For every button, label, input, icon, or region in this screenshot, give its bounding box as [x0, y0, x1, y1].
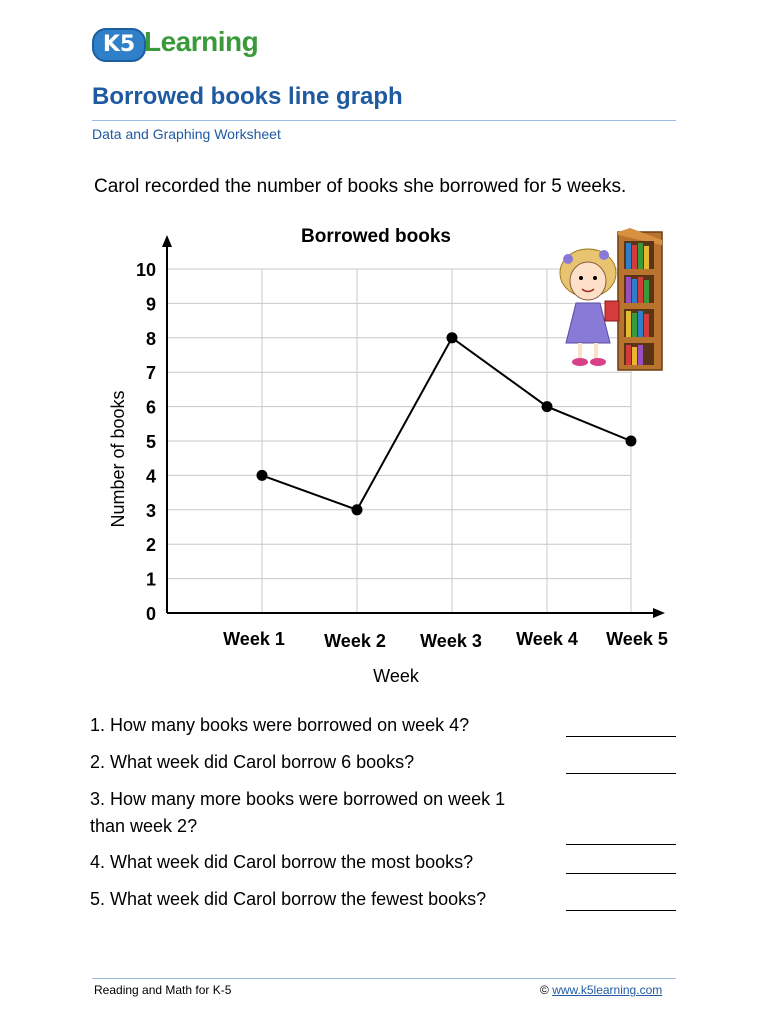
y-tick-label: 9 — [145, 294, 156, 315]
data-point — [257, 470, 268, 481]
question-4: 4. What week did Carol borrow the most books? — [90, 852, 474, 872]
answer-blank-2[interactable] — [566, 773, 676, 774]
logo-k5-badge: K5 — [92, 28, 146, 62]
x-tick-label: Week 4 — [516, 629, 578, 649]
y-tick-label: 8 — [145, 328, 156, 349]
intro-text: Carol recorded the number of books she borrowed for 5 weeks. — [94, 176, 627, 197]
y-tick-label: 4 — [145, 466, 156, 487]
x-tick-label: Week 2 — [324, 631, 386, 651]
x-tick-label: Week 1 — [223, 629, 285, 649]
y-tick-label: 0 — [145, 604, 156, 624]
header-divider — [92, 120, 676, 121]
x-tick-label: Week 3 — [420, 631, 482, 651]
answer-blank-4[interactable] — [566, 873, 676, 874]
answer-blank-5[interactable] — [566, 910, 676, 911]
question-3-continued: than week 2? — [90, 816, 198, 836]
page-title: Borrowed books line graph — [92, 83, 403, 110]
page-subtitle: Data and Graphing Worksheet — [92, 126, 281, 142]
y-tick-label: 10 — [135, 260, 156, 280]
line-chart — [0, 215, 768, 695]
footer-tagline: Reading and Math for K-5 — [94, 983, 232, 997]
copyright-symbol: © — [540, 983, 549, 997]
x-tick-label: Week 5 — [606, 629, 668, 649]
question-1: 1. How many books were borrowed on week 4? — [90, 715, 470, 735]
data-point — [542, 401, 553, 412]
x-axis-arrow-icon — [653, 608, 665, 618]
question-2: 2. What week did Carol borrow 6 books? — [90, 752, 415, 772]
answer-blank-3[interactable] — [566, 844, 676, 845]
question-3: 3. How many more books were borrowed on week 1 — [90, 789, 506, 809]
y-axis-arrow-icon — [162, 235, 172, 247]
chart-grid — [167, 269, 631, 613]
k5learning-link[interactable]: www.k5learning.com — [552, 983, 663, 997]
y-tick-label: 6 — [145, 397, 156, 418]
y-tick-label: 3 — [145, 500, 156, 521]
y-axis-label: Number of books — [108, 390, 128, 528]
logo-learning-text: Learning — [144, 26, 259, 57]
y-tick-label: 1 — [145, 569, 156, 590]
answer-blank-1[interactable] — [566, 736, 676, 737]
data-point — [626, 436, 637, 447]
x-tick-labels — [223, 629, 668, 651]
chart-title: Borrowed books — [301, 226, 451, 247]
data-point — [447, 332, 458, 343]
y-tick-labels — [136, 260, 156, 624]
footer-divider — [92, 978, 676, 979]
footer-link-area — [540, 983, 662, 997]
y-tick-label: 2 — [145, 535, 156, 556]
y-tick-label: 5 — [145, 432, 156, 452]
y-tick-label: 7 — [145, 363, 156, 384]
data-point — [352, 504, 363, 515]
girl-bookshelf-illustration — [560, 228, 662, 370]
question-5: 5. What week did Carol borrow the fewest books? — [90, 889, 487, 909]
k5-learning-logo — [92, 20, 272, 64]
x-axis-label: Week — [373, 666, 419, 686]
